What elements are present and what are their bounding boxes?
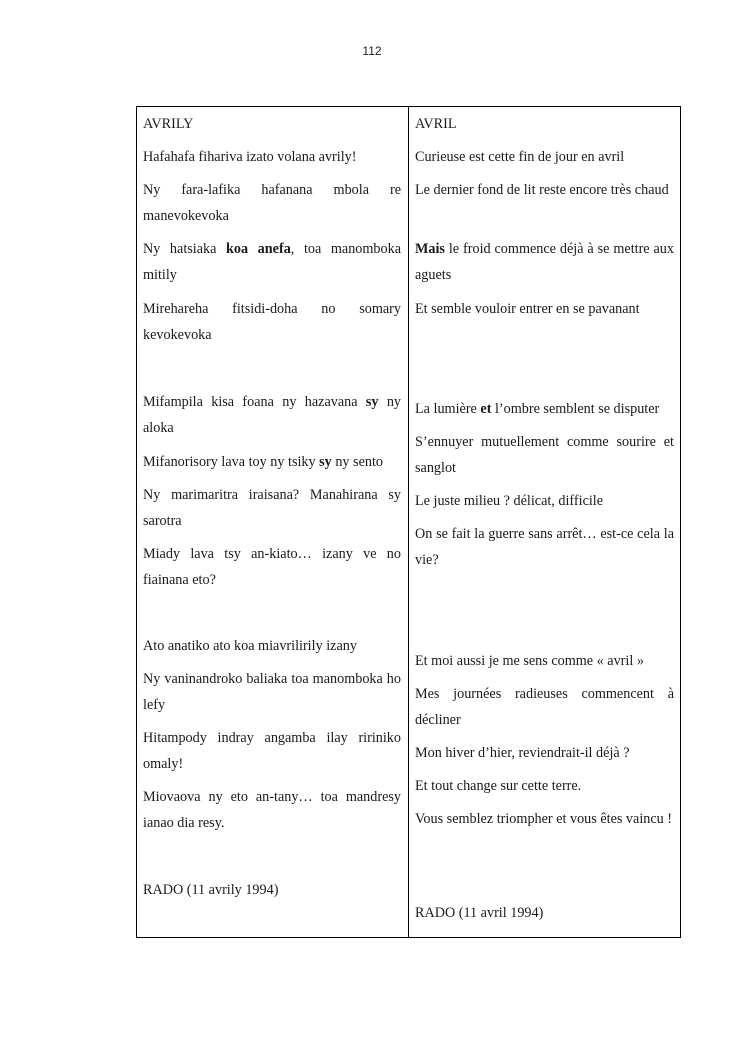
verse-line: Mais le froid commence déjà à se mettre aux aguets	[415, 241, 674, 283]
verse-line: Miady lava tsy an-kiato… izany ve no fiainana eto?	[143, 546, 401, 588]
verse-line: Ny marimaritra iraisana? Manahirana sy sarotra	[143, 487, 401, 529]
verse-line: Et tout change sur cette terre.	[415, 778, 582, 794]
verse-line: Ato anatiko ato koa miavrilirily izany	[143, 638, 357, 654]
verse-line: Ny fara-lafika hafanana mbola re manevokevoka	[143, 182, 401, 224]
verse-line: Ny hatsiaka koa anefa, toa manomboka mitily	[143, 241, 401, 283]
verse-line: La lumière et l’ombre semblent se disputer	[415, 401, 660, 417]
verse-line: Ny vaninandroko baliaka toa manomboka ho lefy	[143, 671, 401, 713]
page-number: 112	[362, 44, 382, 58]
signature: RADO (11 avril 1994)	[415, 905, 544, 921]
verse-line: Et semble vouloir entrer en se pavanant	[415, 301, 640, 317]
poem-title: AVRIL	[415, 116, 457, 132]
verse-line: Hafahafa fihariva izato volana avrily!	[143, 149, 357, 165]
verse-line: Mirehareha fitsidi-doha no somary kevokevoka	[143, 301, 401, 343]
signature: RADO (11 avrily 1994)	[143, 882, 279, 898]
verse-line: Mifanorisory lava toy ny tsiky sy ny sento	[143, 454, 383, 470]
verse-line: Miovaova ny eto an-tany… toa mandresy ianao dia resy.	[143, 789, 401, 831]
verse-line: Et moi aussi je me sens comme « avril »	[415, 653, 644, 669]
verse-line: Le juste milieu ? délicat, difficile	[415, 493, 604, 509]
verse-line: S’ennuyer mutuellement comme sourire et sanglot	[415, 434, 674, 476]
verse-line: Mon hiver d’hier, reviendrait-il déjà ?	[415, 745, 630, 761]
verse-line: On se fait la guerre sans arrêt… est-ce cela la vie?	[415, 526, 674, 568]
french-column	[409, 107, 681, 937]
verse-line: Le dernier fond de lit reste encore très chaud	[415, 182, 669, 198]
verse-line: Mes journées radieuses commencent à décliner	[415, 686, 674, 728]
verse-line: Curieuse est cette fin de jour en avril	[415, 149, 625, 165]
poem-title: AVRILY	[143, 116, 194, 132]
verse-line: Mifampila kisa foana ny hazavana sy ny aloka	[143, 394, 402, 436]
verse-line: Vous semblez triompher et vous êtes vaincu !	[415, 811, 673, 827]
verse-line: Hitampody indray angamba ilay ririniko omaly!	[143, 730, 401, 772]
malagasy-column	[137, 107, 408, 937]
poem-table	[136, 106, 681, 938]
